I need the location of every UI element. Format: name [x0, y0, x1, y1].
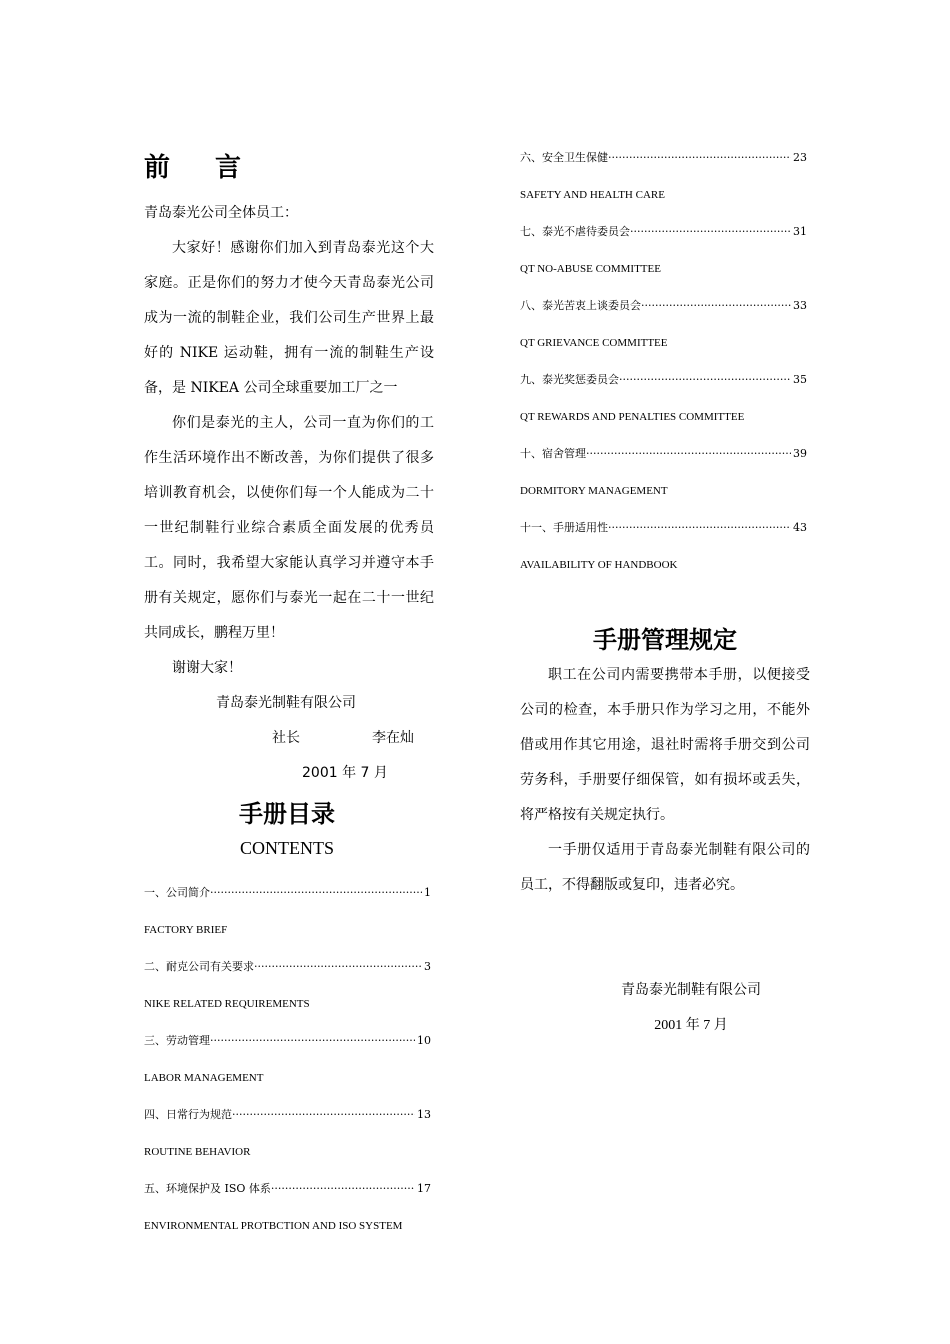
contents-entry[interactable]	[520, 520, 810, 594]
contents-entry-en: ENVIRONMENTAL PROTBCTION AND ISO SYSTEM	[144, 1220, 403, 1232]
rules-footer-date: 2001 年 7 月	[654, 1018, 728, 1033]
right-column	[520, 150, 810, 1043]
contents-entry-zh: 十一、手册适用性	[520, 521, 608, 534]
preface-signature-row	[144, 721, 434, 756]
contents-entry[interactable]	[144, 959, 434, 1033]
contents-entry-page: 13	[417, 1108, 431, 1121]
contents-entry[interactable]	[144, 1107, 434, 1181]
contents-entry-en: FACTORY BRIEF	[144, 924, 228, 936]
preface-salutation: 青岛泰光公司全体员工：	[144, 205, 298, 221]
contents-list-right	[520, 150, 810, 594]
leader-dots	[271, 1181, 415, 1197]
contents-subtitle: CONTENTS	[240, 838, 334, 858]
contents-entry-en: LABOR MANAGEMENT	[144, 1072, 264, 1084]
contents-entry-en: DORMITORY MANAGEMENT	[520, 485, 668, 497]
contents-entry-page: 31	[793, 225, 807, 238]
leader-dots	[254, 959, 422, 975]
contents-entry-zh: 一、公司简介	[144, 886, 210, 899]
contents-entry-zh: 二、耐克公司有关要求	[144, 960, 254, 973]
preface-signature-role: 社长	[272, 730, 300, 746]
contents-entry-zh: 九、泰光奖惩委员会	[520, 373, 619, 386]
contents-entry-en: QT GRIEVANCE COMMITTEE	[520, 337, 668, 349]
contents-entry-zh: 十、宿舍管理	[520, 447, 586, 460]
preface-paragraph-1: 大家好！感谢你们加入到青岛泰光这个大家庭。正是你们的努力才使今天青岛泰光公司成为一流的制鞋企业，我们公司生产世界上最好的 NIKE 运动鞋，拥有一流的制鞋生产设备，是 NIKEA 公司全球重要加工厂之一	[144, 240, 434, 396]
preface-thanks: 谢谢大家！	[172, 660, 242, 676]
contents-entry-page: 3	[424, 960, 431, 973]
contents-entry-en: QT REWARDS AND PENALTIES COMMITTEE	[520, 411, 745, 423]
contents-entry[interactable]	[520, 150, 810, 224]
leader-dots	[210, 885, 422, 901]
leader-dots	[608, 150, 791, 166]
contents-entry-page: 43	[793, 521, 807, 534]
preface-signature-date: 2001 年 7 月	[302, 765, 388, 781]
rules-footer-company: 青岛泰光制鞋有限公司	[621, 982, 761, 998]
contents-title: 手册目录	[239, 800, 335, 828]
contents-entry-zh: 三、劳动管理	[144, 1034, 210, 1047]
preface-signature-company: 青岛泰光制鞋有限公司	[216, 695, 356, 711]
contents-entry-page: 39	[793, 447, 807, 460]
contents-entry-page: 35	[793, 373, 807, 386]
contents-entry-page: 17	[417, 1182, 431, 1195]
contents-entry-en: ROUTINE BEHAVIOR	[144, 1146, 251, 1158]
leader-dots	[232, 1107, 415, 1123]
contents-entry-page: 33	[793, 299, 807, 312]
contents-entry-en: QT NO-ABUSE COMMITTEE	[520, 263, 661, 275]
contents-entry-zh: 七、泰光不虐待委员会	[520, 225, 630, 238]
contents-entry-en: AVAILABILITY OF HANDBOOK	[520, 559, 678, 571]
contents-entry[interactable]	[520, 446, 810, 520]
contents-entry-zh: 五、环境保护及 ISO 体系	[144, 1182, 271, 1195]
contents-entry-page: 1	[424, 886, 431, 899]
rules-title: 手册管理规定	[593, 626, 737, 654]
contents-entry-page: 23	[793, 151, 807, 164]
contents-entry-zh: 八、泰光苦衷上谈委员会	[520, 299, 641, 312]
preface-signature-name: 李在灿	[372, 730, 414, 746]
contents-entry[interactable]	[520, 224, 810, 298]
preface-paragraph-2: 你们是泰光的主人，公司一直为你们的工作生活环境作出不断改善，为你们提供了很多培训教育机会，以使你们每一个人能成为二十一世纪制鞋行业综合素质全面发展的优秀员工。同时，我希望大家能认真学习并遵守本手册有关规定，愿你们与泰光一起在二十一世纪共同成长，鹏程万里！	[144, 415, 434, 641]
rules-paragraph-2: 一手册仅适用于青岛泰光制鞋有限公司的员工，不得翻版或复印，违者必究。	[520, 842, 810, 893]
contents-entry-zh: 四、日常行为规范	[144, 1108, 232, 1121]
contents-entry[interactable]	[144, 1033, 434, 1107]
leader-dots	[608, 520, 791, 536]
contents-entry[interactable]	[144, 885, 434, 959]
leader-dots	[210, 1033, 415, 1049]
leader-dots	[641, 298, 791, 314]
contents-list-left	[144, 885, 434, 1255]
contents-entry-page: 10	[417, 1034, 431, 1047]
contents-entry[interactable]	[144, 1181, 434, 1255]
left-column	[144, 150, 434, 1255]
contents-entry-en: SAFETY AND HEALTH CARE	[520, 189, 665, 201]
contents-entry[interactable]	[520, 372, 810, 446]
leader-dots	[586, 446, 791, 462]
contents-entry-en: NIKE RELATED REQUIREMENTS	[144, 998, 310, 1010]
contents-entry-zh: 六、安全卫生保健	[520, 151, 608, 164]
rules-paragraph-1: 职工在公司内需要携带本手册，以便接受公司的检查，本手册只作为学习之用，不能外借或用作其它用途，退社时需将手册交到公司劳务科，手册要仔细保管，如有损坏或丢失，将严格按有关规定执行。	[520, 667, 810, 823]
leader-dots	[630, 224, 791, 240]
preface-title: 前 言	[144, 153, 260, 183]
leader-dots	[619, 372, 791, 388]
contents-entry[interactable]	[520, 298, 810, 372]
